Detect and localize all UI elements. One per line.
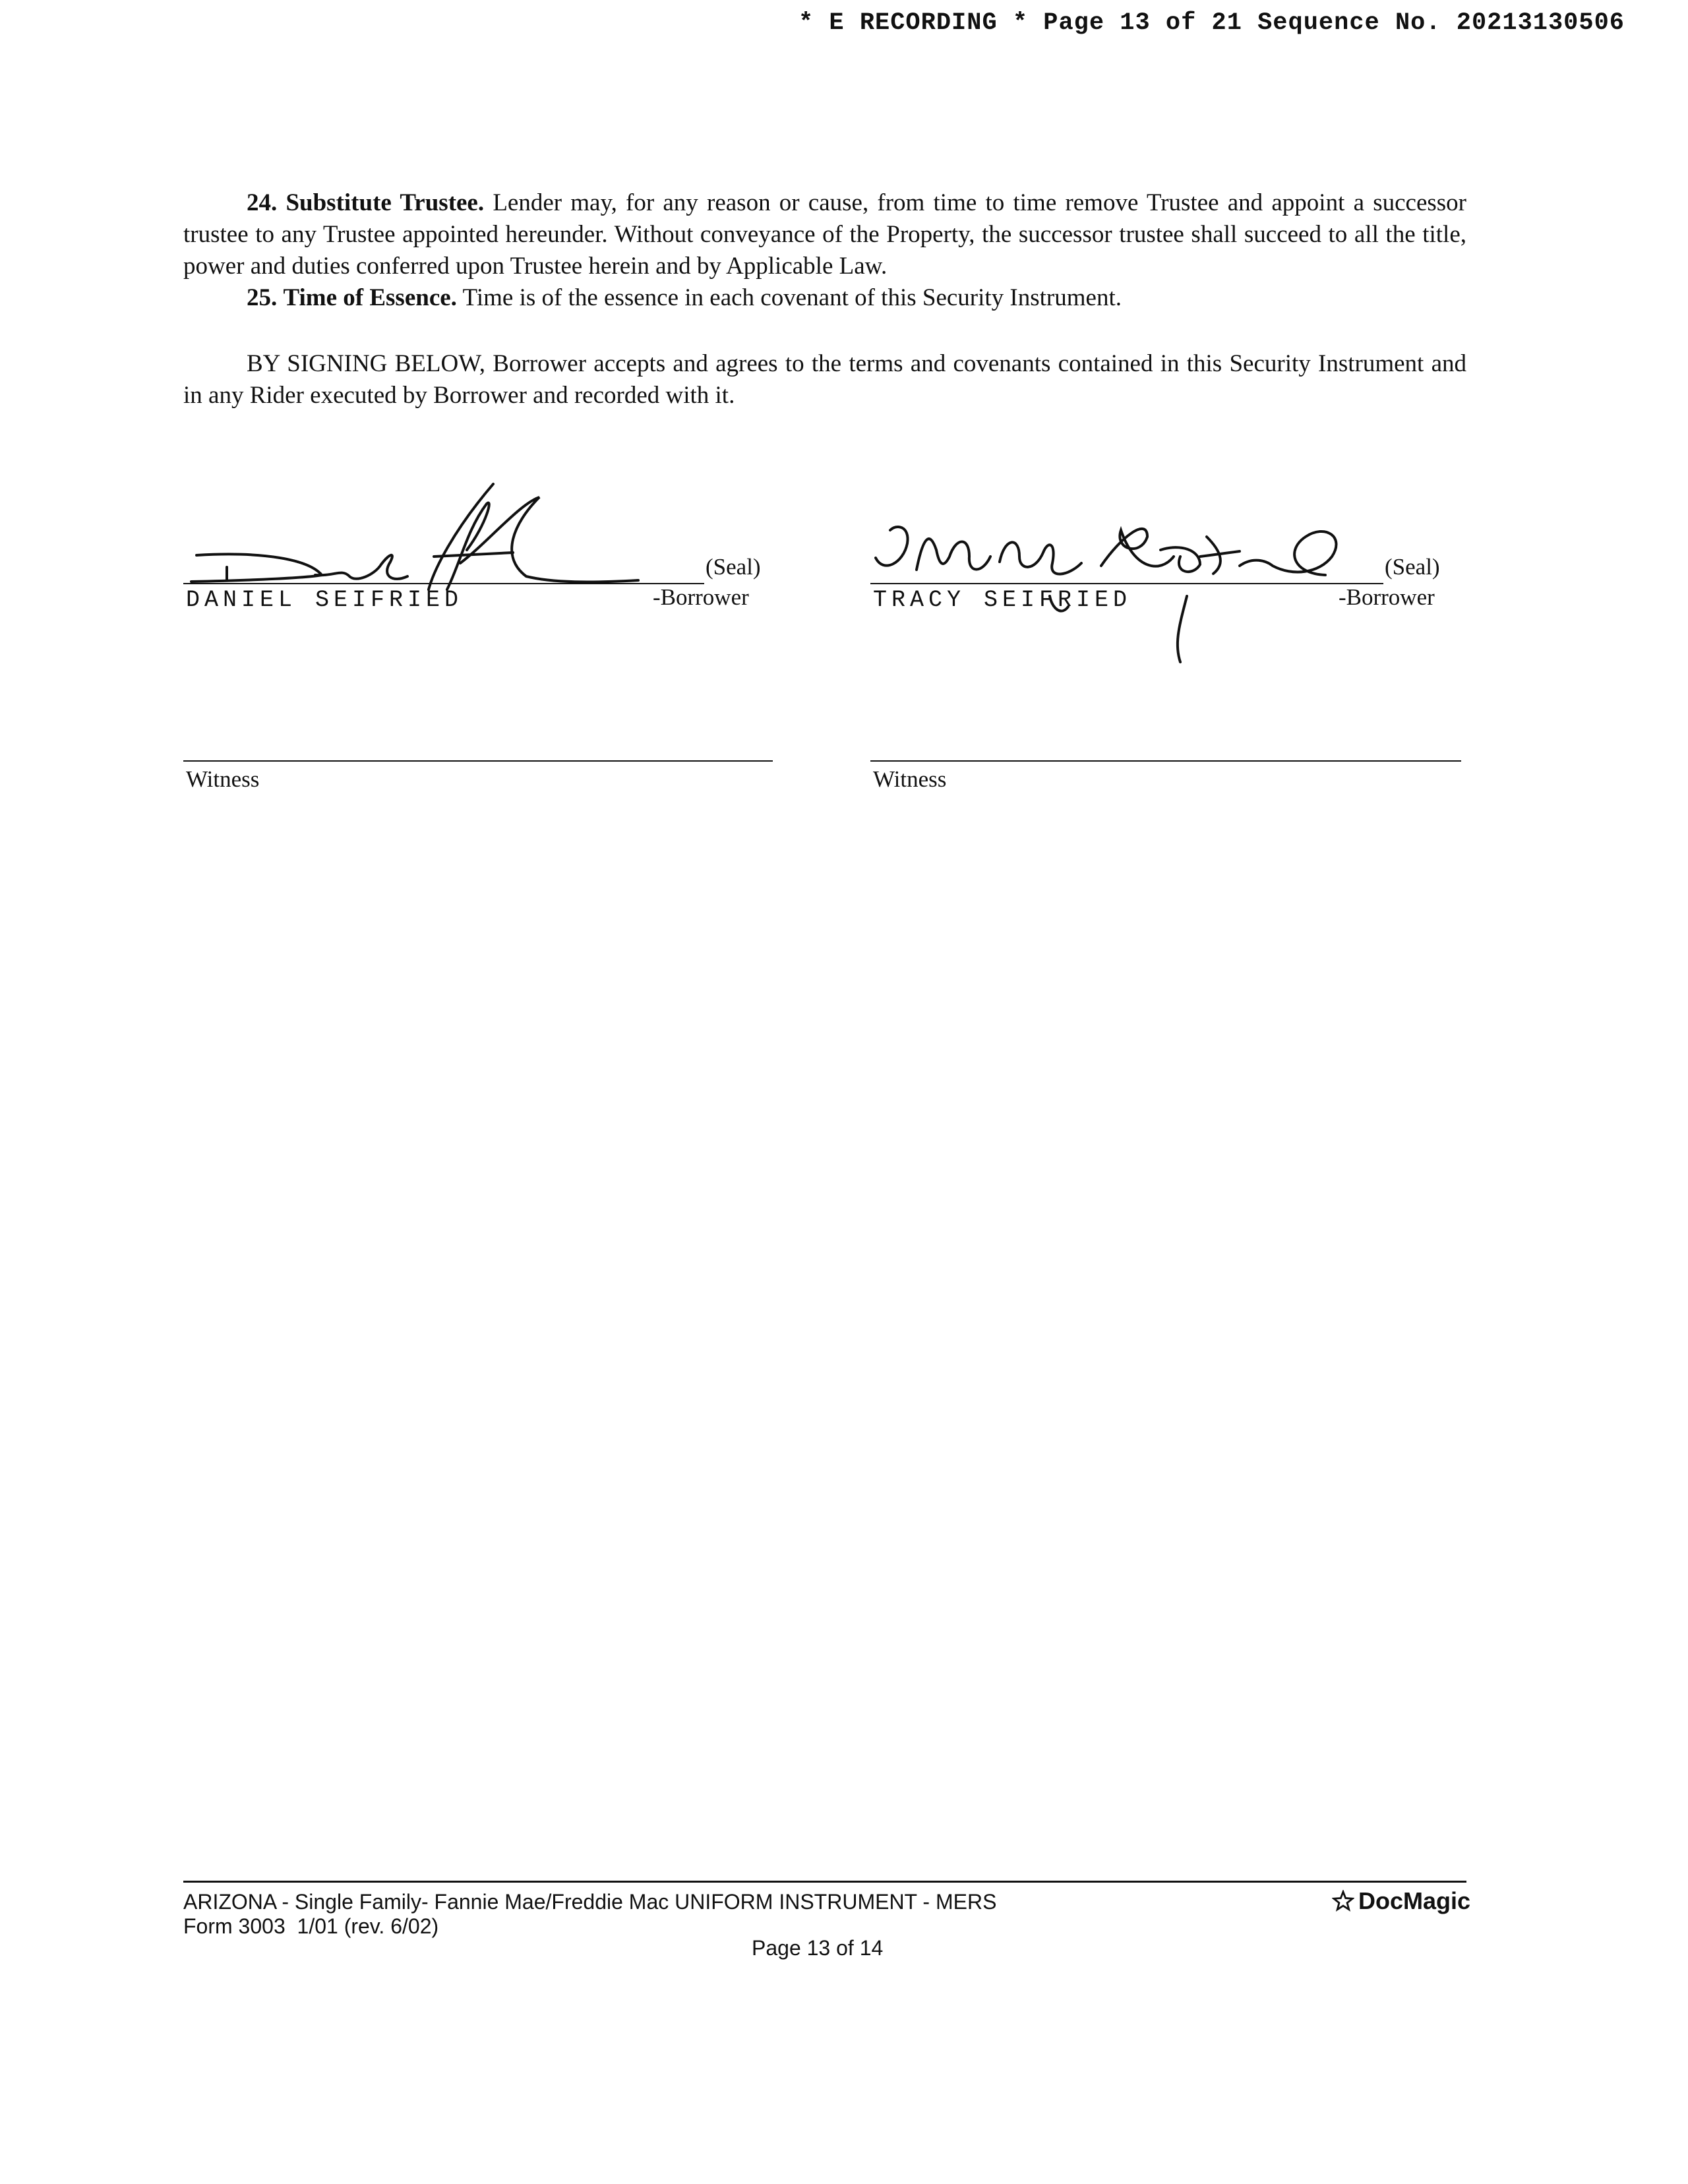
star-outline-icon [1332,1890,1354,1912]
section-24 [183,187,1466,282]
section-25-text: Time is of the essence in each covenant of this Security Instrument. [462,284,1122,311]
signature-line [183,583,704,584]
logo-text: DocMagic [1358,1887,1470,1914]
section-24-number: 24. [247,189,278,216]
footer-divider [183,1881,1466,1883]
borrower-role-label: -Borrower [653,584,749,610]
section-25-number: 25. [247,284,278,311]
seal-label: (Seal) [706,554,761,580]
witness-line [870,760,1461,762]
borrower-name: DANIEL SEIFRIED [186,587,464,613]
document-body [183,187,1466,314]
signing-statement-block [183,348,1466,411]
footer-form-info [183,1890,996,1939]
docmagic-logo [1332,1887,1470,1915]
section-24-title: Substitute Trustee. [286,189,485,216]
seal-label: (Seal) [1385,554,1440,580]
witness-line [183,760,773,762]
signing-statement: BY SIGNING BELOW, Borrower accepts and agrees to the terms and covenants contained in this Security Instrument and in any Rider executed by Borrower and recorded with it. [183,350,1466,409]
borrower-role-label: -Borrower [1339,584,1435,610]
witness-label: Witness [186,766,260,792]
recording-stamp: * E RECORDING * Page 13 of 21 Sequence No. 20213130506 [799,9,1625,37]
witness-label: Witness [873,766,947,792]
section-25-title: Time of Essence. [283,284,457,311]
footer-form-number: Form 3003 1/01 (rev. 6/02) [183,1914,439,1938]
page-number: Page 13 of 14 [752,1936,884,1960]
section-25 [183,282,1466,314]
footer-instrument-title: ARIZONA - Single Family- Fannie Mae/Freddie Mac UNIFORM INSTRUMENT - MERS [183,1890,997,1914]
handwritten-signature-daniel [183,477,658,596]
borrower-name: TRACY SEIFRIED [873,587,1132,613]
signature-line [870,583,1383,584]
section-24-text: Lender may, for any reason or cause, from time to time remove Trustee and appoint a successor trustee to any Trustee appointed hereunder. Without conveyance of the Property, the successor trustee shall succeed to all the title, power and duties conferred upon Trustee herein and by Applicable Law. [183,189,1466,280]
